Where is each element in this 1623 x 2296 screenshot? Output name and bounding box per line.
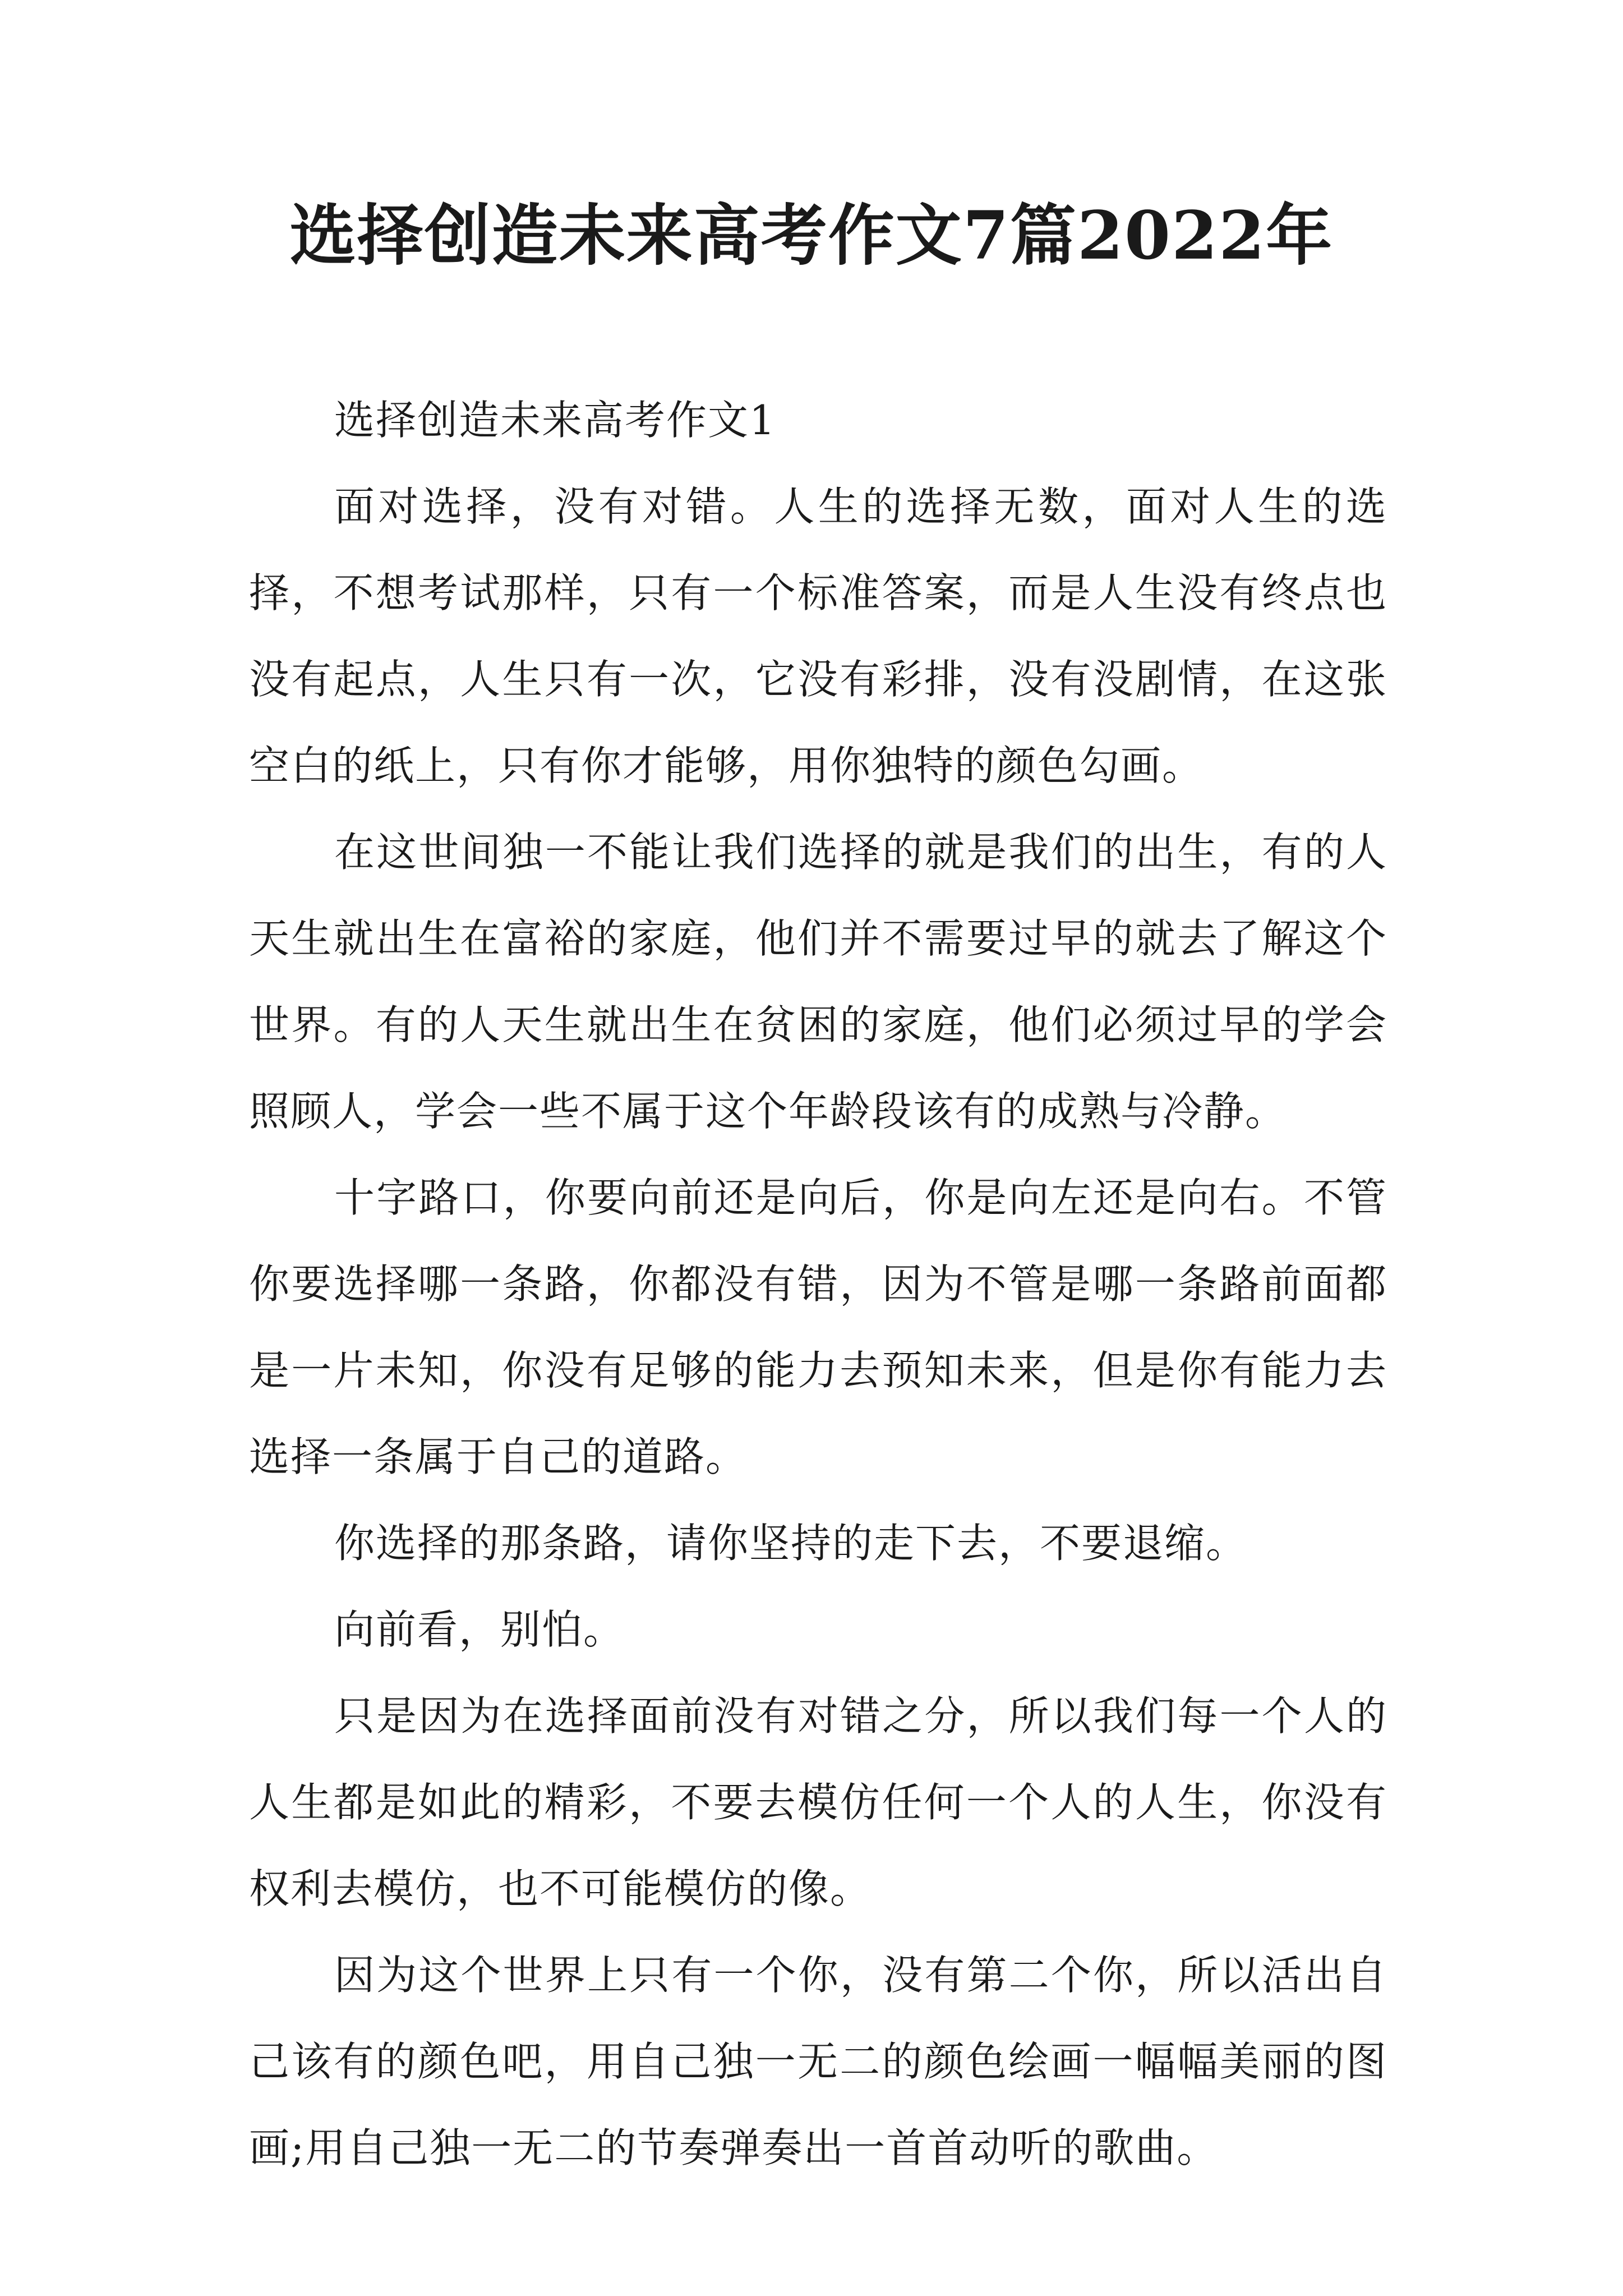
paragraph: 向前看，别怕。 bbox=[334, 1606, 625, 1653]
paragraph: 你选择的那条路，请你坚持的走下去，不要退缩。 bbox=[334, 1520, 1248, 1567]
paragraph: 因为这个世界上只有一个你，没有第二个你，所以活出自己该有的颜色吧，用自己独一无二的颜色绘画一幅幅美丽的图画;用自己独一无二的节奏弹奏出一首首动听的歌曲。 bbox=[249, 1952, 1387, 2171]
section-heading: 选择创造未来高考作文1 bbox=[334, 397, 776, 444]
paragraph: 在这世间独一不能让我们选择的就是我们的出生，有的人天生就出生在富裕的家庭，他们并不需要过早的就去了解这个世界。有的人天生就出生在贫困的家庭，他们必须过早的学会照顾人，学会一些不属于这个年龄段该有的成熟与冷静。 bbox=[249, 829, 1387, 1135]
paragraph: 面对选择，没有对错。人生的选择无数，面对人生的选择，不想考试那样，只有一个标准答案，而是人生没有终点也没有起点，人生只有一次，它没有彩排，没有没剧情，在这张空白的纸上，只有你才能够，用你独特的颜色勾画。 bbox=[249, 483, 1387, 789]
document-title: 选择创造未来高考作文7篇2022年 bbox=[289, 196, 1334, 274]
paragraph: 十字路口，你要向前还是向后，你是向左还是向右。不管你要选择哪一条路，你都没有错，因为不管是哪一条路前面都是一片未知，你没有足够的能力去预知未来，但是你有能力去选择一条属于自己的道路。 bbox=[249, 1174, 1387, 1480]
document-body bbox=[249, 377, 1387, 2191]
paragraph: 只是因为在选择面前没有对错之分，所以我们每一个人的人生都是如此的精彩，不要去模仿任何一个人的人生，你没有权利去模仿，也不可能模仿的像。 bbox=[249, 1692, 1387, 1912]
